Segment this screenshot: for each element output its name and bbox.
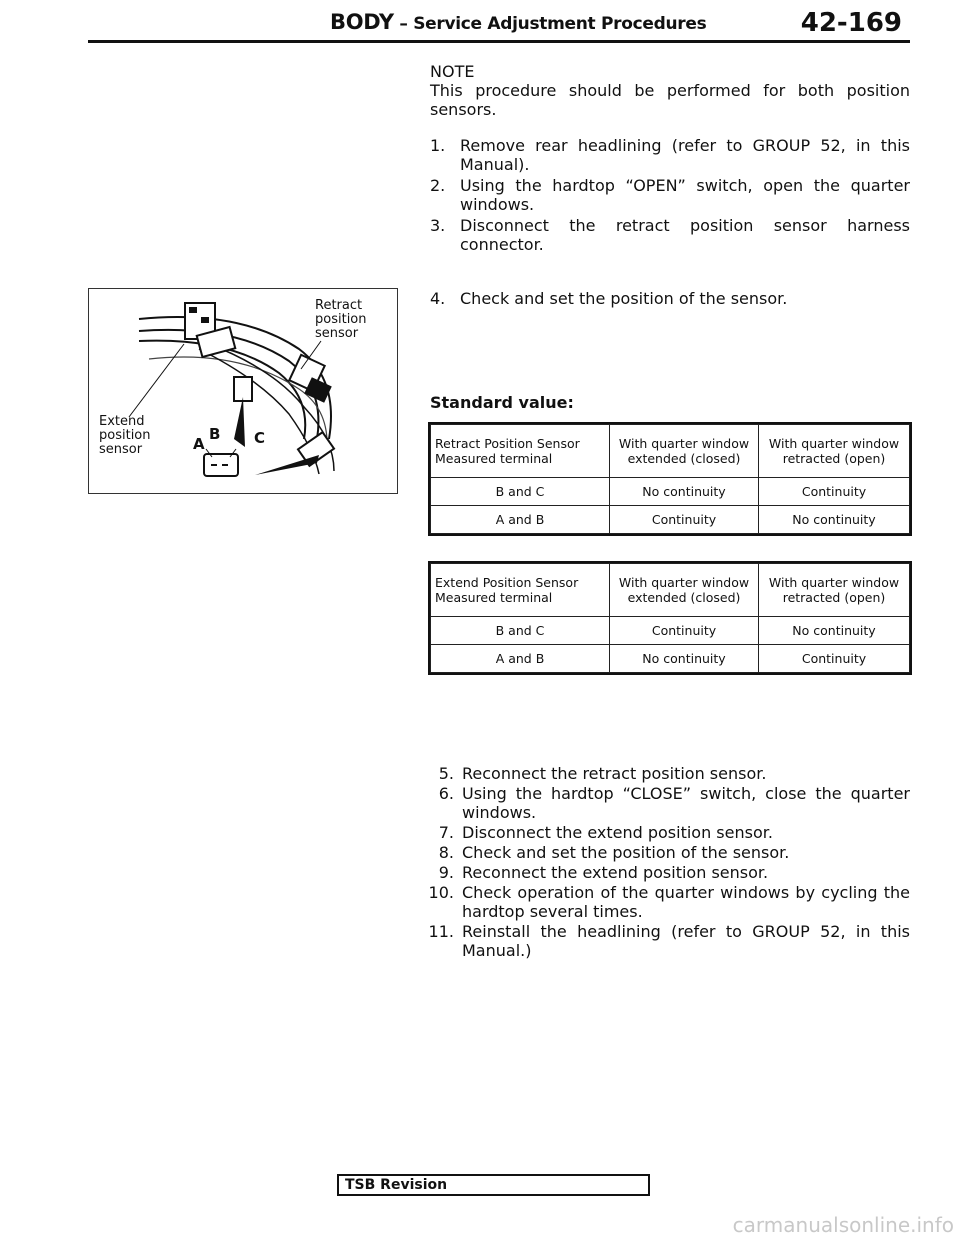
note-heading: NOTE	[430, 62, 475, 81]
terminal-cell: B and C	[431, 617, 610, 645]
terminal-a-label: A	[193, 435, 205, 453]
step-item	[430, 216, 910, 254]
step-item	[410, 784, 910, 822]
extend-sensor-label: Extend position sensor	[99, 414, 151, 457]
table-row	[431, 506, 910, 534]
step-item	[430, 176, 910, 214]
step-text: Disconnect the retract position sensor harness connector.	[460, 216, 910, 254]
table-subtitle: Measured terminal	[435, 590, 553, 605]
step-text: Reconnect the retract position sensor.	[462, 764, 767, 783]
terminal-b-label: B	[209, 425, 221, 443]
retracted-cell: Continuity	[759, 478, 910, 506]
watermark: carmanualsonline.info	[732, 1213, 954, 1237]
terminal-cell: A and B	[431, 645, 610, 673]
step-item	[410, 823, 910, 842]
step-text: Check operation of the quarter windows by cycling the hardtop several times.	[462, 883, 910, 921]
table-header-cell	[431, 425, 610, 478]
step-number: 6.	[438, 784, 454, 803]
extended-cell: Continuity	[610, 506, 759, 534]
column-header-retracted: With quarter window retracted (open)	[759, 564, 910, 617]
step-text: Check and set the position of the sensor.	[460, 289, 788, 308]
terminal-cell: A and B	[431, 506, 610, 534]
terminal-cell: B and C	[431, 478, 610, 506]
section-subtitle: – Service Adjustment Procedures	[393, 14, 707, 34]
extended-cell: No continuity	[610, 478, 759, 506]
table-title: Retract Position Sensor	[435, 436, 580, 451]
step-number: 1.	[430, 136, 446, 155]
step-number: 4.	[430, 289, 446, 308]
column-header-retracted: With quarter window retracted (open)	[759, 425, 910, 478]
extend-sensor-table	[430, 563, 910, 673]
step-item	[430, 136, 910, 174]
table-header-cell	[431, 564, 610, 617]
header-divider	[88, 40, 910, 43]
page-number: 42-169	[800, 8, 902, 38]
table-row	[431, 478, 910, 506]
procedure-steps-5-11	[410, 764, 910, 961]
step-text: Using the hardtop “CLOSE” switch, close the quarter windows.	[462, 784, 910, 822]
step-text: Using the hardtop “OPEN” switch, open the quarter windows.	[460, 176, 910, 214]
standard-value-label: Standard value:	[430, 393, 574, 412]
step-text: Disconnect the extend position sensor.	[462, 823, 773, 842]
retract-sensor-table	[430, 424, 910, 534]
step-text: Check and set the position of the sensor.	[462, 843, 790, 862]
table-row	[431, 645, 910, 673]
step-text: Remove rear headlining (refer to GROUP 52, in this Manual).	[460, 136, 910, 174]
step-number: 5.	[438, 764, 454, 783]
terminal-c-label: C	[254, 429, 266, 447]
step-item	[410, 764, 910, 783]
tsb-revision-box: TSB Revision	[337, 1174, 650, 1196]
step-number: 8.	[438, 843, 454, 862]
table-subtitle: Measured terminal	[435, 451, 553, 466]
step-number: 9.	[438, 863, 454, 882]
step-number: 3.	[430, 216, 446, 235]
retract-sensor-label: Retract position sensor	[315, 298, 367, 341]
retracted-cell: No continuity	[759, 506, 910, 534]
extended-cell: Continuity	[610, 617, 759, 645]
step-item	[410, 843, 910, 862]
step-text: Reinstall the headlining (refer to GROUP 52, in this Manual.)	[462, 922, 910, 960]
retracted-cell: No continuity	[759, 617, 910, 645]
note-text: This procedure should be performed for both position sensors.	[430, 81, 910, 119]
column-header-extended: With quarter window extended (closed)	[610, 425, 759, 478]
step-text: Reconnect the extend position sensor.	[462, 863, 769, 882]
step-number: 10.	[428, 883, 454, 902]
step-4	[430, 289, 910, 308]
step-item	[410, 922, 910, 960]
section-title: BODY	[330, 10, 394, 34]
table-row	[431, 617, 910, 645]
procedure-steps-1-3	[430, 136, 910, 256]
sensor-location-figure	[88, 288, 398, 494]
table-title: Extend Position Sensor	[435, 575, 579, 590]
step-number: 2.	[430, 176, 446, 195]
extended-cell: No continuity	[610, 645, 759, 673]
note-block	[430, 62, 910, 119]
step-item	[410, 883, 910, 921]
step-item	[410, 863, 910, 882]
step-number: 7.	[438, 823, 454, 842]
retracted-cell: Continuity	[759, 645, 910, 673]
step-number: 11.	[428, 922, 454, 941]
page-header-title	[330, 10, 706, 34]
column-header-extended: With quarter window extended (closed)	[610, 564, 759, 617]
